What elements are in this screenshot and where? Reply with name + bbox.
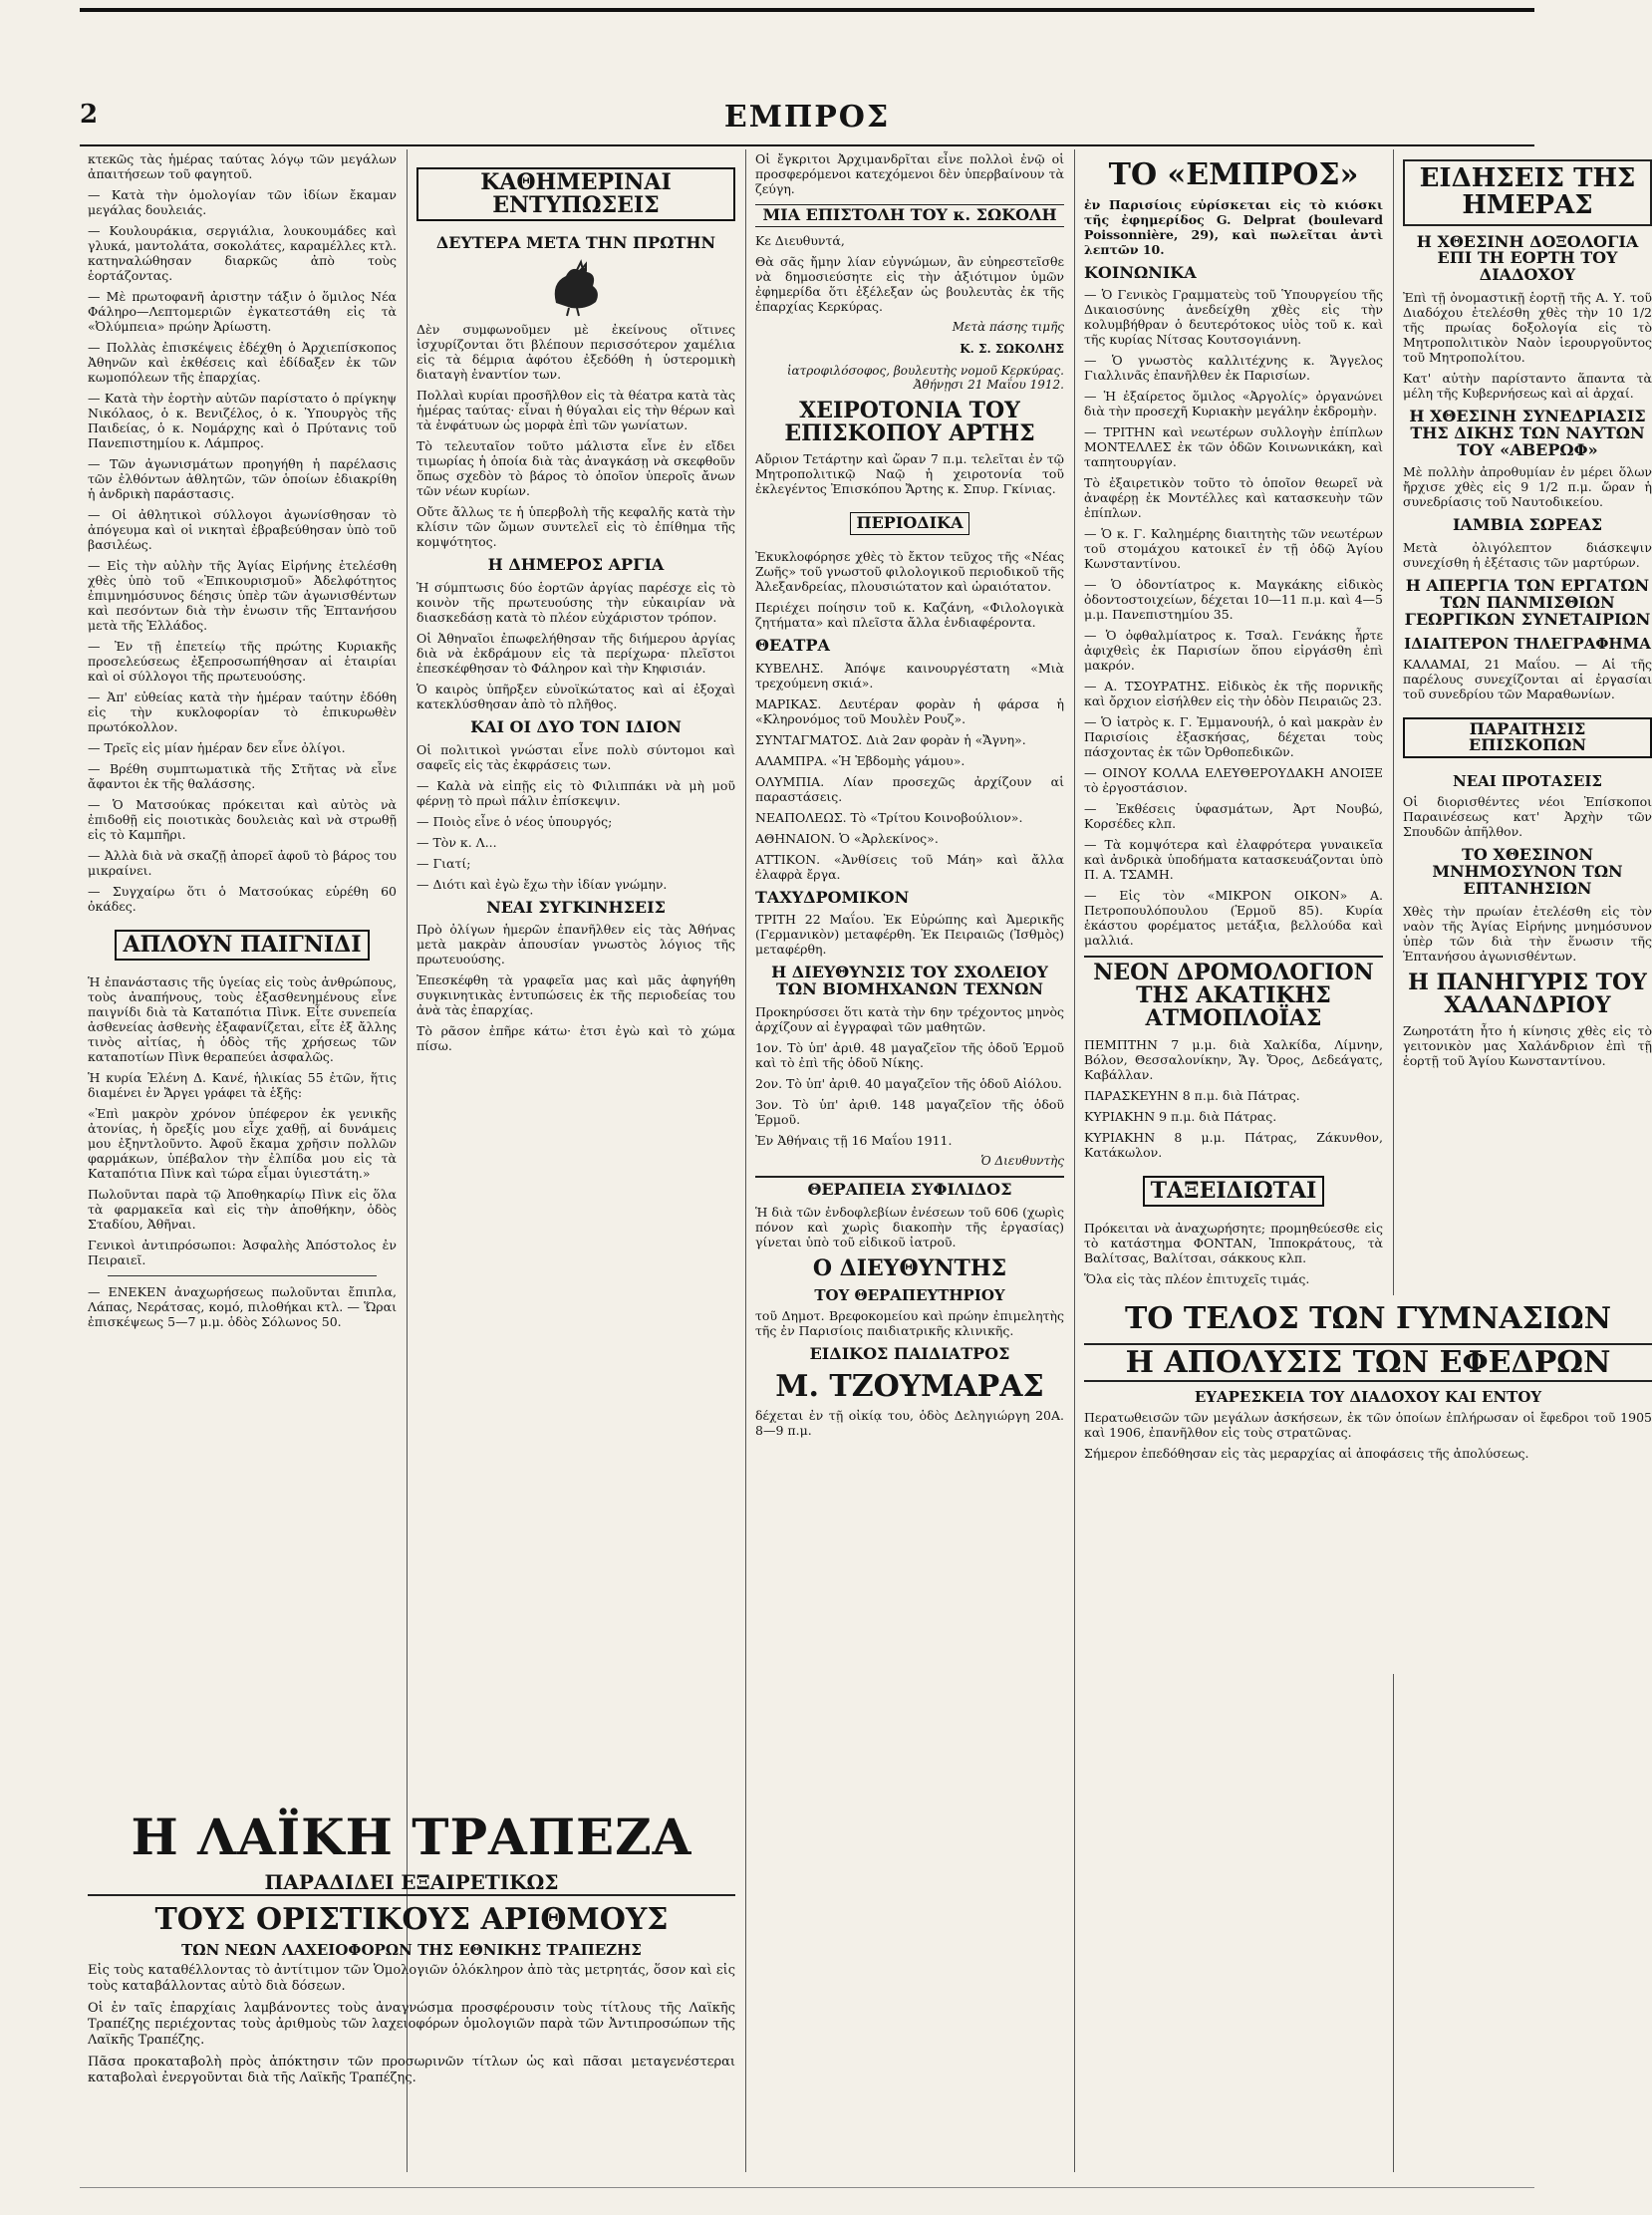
headline-box (88, 922, 397, 967)
headline: Μ. ΤΖΟΥΜΑΡΑΣ (775, 1368, 1044, 1404)
paragraph: Δὲν συμφωνοῦμεν μὲ ἐκείνους οἵτινες ἰσχυρίζονται ὅτι βλέπουν περισσότερον χαμέλια εἰς τὰ δέμρια ἀφότου ἐξεδόθη ἡ ὑστερομικὴ διαταγὴ ἐναντίον των. (416, 321, 735, 382)
masthead-rule (80, 144, 1534, 146)
paragraph: Μετὰ ὀλιγόλεπτον διάσκεψιν συνεχίσθη ἡ ἐξέτασις τῶν μαρτύρων. (1403, 540, 1652, 571)
column-4 (1084, 151, 1383, 2154)
paragraph: — Ἀλλὰ διὰ νὰ σκαζῇ ἀπορεῖ ἀφοῦ τὸ βάρος του μικραίνει. (88, 848, 397, 878)
paragraph: — Οἱ ἀθλητικοὶ σύλλογοι ἀγωνίσθησαν τὸ ἀπόγευμα καὶ οἱ νικηταὶ ἐβραβεύθησαν ὑπὸ τοῦ βασιλέως. (88, 507, 397, 552)
subheadline: ΕΥΑΡΕΣΚΕΙΑ ΤΟΥ ΔΙΑΔΟΧΟΥ ΚΑΙ ΕΝΤΟΥ (1194, 1388, 1542, 1406)
paragraph: ΤΡΙΤΗ 22 Μαΐου. Ἐκ Εὐρώπης καὶ Ἀμερικῆς (Γερμανικὸν) μεταφέρθη. Ἐκ Πειραιῶς (Ἰσθμὸς) μεταφέρθη. (755, 912, 1064, 958)
paragraph: — Ἀπ' εὐθείας κατὰ τὴν ἡμέραν ταύτην ἐδόθη εἰς τὴν κυκλοφορίαν τὸ ἐπικυρωθὲν πρωτόκολλον. (88, 690, 397, 734)
paragraph: Πωλοῦνται παρὰ τῷ Ἀποθηκαρίῳ Πὶνκ εἰς ὅλα τὰ φαρμακεῖα καὶ εἰς τὴν ἀποθήκην, ὁδὸς Σταδίου, Ἀθῆναι. (88, 1187, 397, 1233)
paragraph: 2ον. Τὸ ὑπ' ἀριθ. 40 μαγαζεῖον τῆς ὁδοῦ Αἰόλου. (755, 1075, 1062, 1091)
paragraph: Ὅλα εἰς τὰς πλέον ἐπιτυχεῖς τιμάς. (1084, 1270, 1310, 1286)
paragraph: — Τὸν κ. Λ... (416, 834, 497, 850)
paragraph: Προκηρύσσει ὅτι κατὰ τὴν 6ην τρέχοντος μηνὸς ἀρχίζουν αἱ ἐγγραφαὶ τῶν μαθητῶν. (755, 1003, 1064, 1034)
headline: ΚΑΘΗΜΕΡΙΝΑΙ ΕΝΤΥΠΩΣΕΙΣ (416, 167, 735, 221)
paragraph: 3ον. Τὸ ὑπ' ἀριθ. 148 μαγαζεῖον τῆς ὁδοῦ Ἑρμοῦ. (755, 1096, 1064, 1127)
paragraph: Περιέχει ποίησιν τοῦ κ. Καζάνη, «Φιλολογικὰ ζητήματα» καὶ πλεῖστα ἄλλα ἐνδιαφέροντα. (755, 599, 1064, 630)
paragraph: ΚΥΡΙΑΚΗΝ 8 μ.μ. Πάτρας, Ζάκυνθον, Κατάκωλον. (1084, 1129, 1383, 1160)
paragraph: — Πολλὰς ἐπισκέψεις ἐδέχθη ὁ Ἀρχιεπίσκοπος Ἀθηνῶν καὶ ἐκθέσεις καὶ ἐδίδαξεν ἐκ τῶν κωμοπόλεων τῆς ἐπαρχίας. (88, 340, 397, 385)
headline: Η ΠΑΝΗΓΥΡΙΣ ΤΟΥ ΧΑΛΑΝΔΡΙΟΥ (1408, 969, 1647, 1018)
headline: ΕΙΔΗΣΕΙΣ ΤΗΣ ΗΜΕΡΑΣ (1403, 159, 1652, 226)
paragraph: Ἐπὶ τῇ ὀνομαστικῇ ἑορτῇ τῆς Α. Υ. τοῦ Διαδόχου ἐτελέσθη χθὲς τὴν 10 1/2 τῆς πρωίας δοξολογία εἰς τὸ Μητροπολιτικὸν Ναὸν ἱερουργοῦντος τοῦ Μητροπολίτου. (1403, 289, 1652, 365)
rooster-icon (541, 258, 611, 318)
signature-line: Μετὰ πάσης τιμῆς (952, 319, 1064, 334)
paragraph: — Κατὰ τὴν ὁμολογίαν τῶν ἰδίων ἔκαμαν μεγάλας δουλειάς. (88, 187, 397, 217)
subheadline: ΠΑΡΑΔΙΔΕΙ ΕΞΑΙΡΕΤΙΚΩΣ (88, 1870, 735, 1896)
paragraph: Τὸ ἐξαιρετικὸν τοῦτο τὸ ὁποῖον θεωρεῖ νὰ ἀναφέρῃ ἐκ Μοντέλλες καὶ κατασκευὴν τῶν ἐπίπλων. (1084, 475, 1383, 521)
paragraph: Τὸ ρᾶσον ἐπῆρε κάτω· ἐτσι ἐγὼ καὶ τὸ χώμα πίσω. (416, 1023, 735, 1054)
paragraph: Οἱ ἔγκριτοι Ἀρχιμανδρῖται εἶνε πολλοὶ ἐνῷ οἱ προσφερόμενοι κατεχόμενοι δὲν ὑπερβαίνουν τὰ ζεύγη. (755, 151, 1064, 196)
signature: Ὁ Διευθυντὴς (980, 1153, 1064, 1168)
headline-box (416, 159, 735, 227)
headline: ΚΑΙ ΟΙ ΔΥΟ ΤΟΝ ΙΔΙΟΝ (470, 716, 682, 736)
column-divider (1074, 149, 1075, 2172)
paragraph: — Διότι καὶ ἐγὼ ἔχω τὴν ἰδίαν γνώμην. (416, 876, 668, 892)
paragraph: Ἡ σύμπτωσις δύο ἑορτῶν ἀργίας παρέσχε εἰς τὸ κοινὸν τῆς πρωτευούσης τὴν εὐκαιρίαν νὰ διασκεδάσῃ κατὰ τὸ πλέον εὐχάριστον τρόπον. (416, 579, 735, 625)
paragraph: Ἐπεσκέφθη τὰ γραφεῖα μας καὶ μᾶς ἀφηγήθη συγκινητικὰς ἐντυπώσεις ἐκ τῆς περιοδείας του ἀνὰ τὰς ἐπαρχίας. (416, 972, 735, 1018)
paragraph: Οὔτε ἄλλως τε ἡ ὑπερβολὴ τῆς κεφαλῆς κατὰ τὴν κλίσιν τῶν ὤμων συντελεῖ εἰς τὸ ἐπίθημα τῆς κομψότητος. (416, 503, 735, 549)
headline: ΑΠΛΟΥΝ ΠΑΙΓΝΙΔΙ (115, 930, 369, 961)
paragraph: ΚΑΛΑΜΑΙ, 21 Μαΐου. — Αἱ τῆς παρέλους συνεχίζονται αἱ ἐργασίαι τοῦ συνεδρίου τῶν Μαραθωνίων. (1403, 656, 1652, 701)
headline: ΠΑΡΑΙΤΗΣΙΣ ΕΠΙΣΚΟΠΩΝ (1403, 717, 1652, 759)
headline: Ο ΔΙΕΥΘΥΝΤΗΣ (812, 1254, 1007, 1281)
subheadline: ΝΕΑΙ ΠΡΟΤΑΣΕΙΣ (1453, 772, 1602, 791)
headline: ΚΟΙΝΩΝΙΚΑ (1084, 262, 1197, 282)
paragraph: Θὰ σᾶς ἤμην λίαν εὐγνώμων, ἂν εὐηρεστεῖσθε νὰ δημοσιεύσητε εἰς τὴν ἀξιότιμον ὑμῶν ἐφημερίδα ὅτι ἐξέλεξαν ὡς βουλευτὰς ἐκ τῆς ἐπαρχίας Κερκύρας. (755, 253, 1064, 314)
masthead (80, 100, 1534, 139)
paragraph: — Ὁ κ. Γ. Καλημέρης διαιτητὴς τῶν νεωτέρων τοῦ στομάχου κατοικεῖ ἐν τῇ ὁδῷ Ἁγίου Κωνσταντίνου. (1084, 526, 1383, 572)
paragraph: Ἡ κυρία Ἑλένη Δ. Κανέ, ἡλικίας 55 ἐτῶν, ἥτις διαμένει ἐν Ἄργει γράφει τὰ ἑξῆς: (88, 1070, 397, 1101)
paragraph: ΠΕΜΠΤΗΝ 7 μ.μ. διὰ Χαλκίδα, Λίμνην, Βόλον, Θεσσαλονίκην, Ἄγ. Ὄρος, Δεδεάγατς, Καβάλλαν. (1084, 1036, 1383, 1082)
headline: ΜΙΑ ΕΠΙΣΤΟΛΗ ΤΟΥ κ. ΣΩΚΟΛΗ (755, 204, 1064, 227)
bank-advertisement (88, 1803, 735, 2182)
paragraph: — Ὁ Ματσούκας πρόκειται καὶ αὐτὸς νὰ ἐπιδοθῇ εἰς ποιοτικὰς δουλειὰς καὶ νὰ στρωθῇ εἰς τὸ Καμπῆρι. (88, 797, 397, 842)
subheadline: ΤΟΥ ΘΕΡΑΠΕΥΤΗΡΙΟΥ (814, 1285, 1005, 1304)
paragraph: — Εἰς τὸν «ΜΙΚΡΟΝ ΟΙΚΟΝ» Α. Πετροπουλόπουλου (Ἑρμοῦ 85). Κυρία ἑκάστου φορέματος μετάξια, βελλούδα καὶ μαλλιά. (1084, 888, 1383, 949)
paragraph: Τὸ τελευταῖον τοῦτο μάλιστα εἶνε ἐν εἴδει τιμωρίας ἡ ὁποία διὰ τὰς ἀναγκάσῃ νὰ σκεφθοῦν ὅπως σχεδὸν τὸ βάρος τὸ ὁποῖον ὑπεροῖς ἄνων τῶν νέων κυρίων. (416, 437, 735, 498)
paragraph: ΟΛΥΜΠΙΑ. Λίαν προσεχῶς ἀρχίζουν αἱ παραστάσεις. (755, 773, 1064, 804)
headline-box (755, 504, 1064, 541)
paragraph: ΑΤΤΙΚΟΝ. «Ἀνθίσεις τοῦ Μάη» καὶ ἄλλα ἐλαφρὰ ἔργα. (755, 851, 1064, 882)
headline: ΤΟ ΤΕΛΟΣ ΤΩΝ ΓΥΜΝΑΣΙΩΝ (1124, 1301, 1612, 1336)
headline: ΧΕΙΡΟΤΟΝΙΑ ΤΟΥ ΕΠΙΣΚΟΠΟΥ ΑΡΤΗΣ (784, 397, 1035, 446)
column-1 (88, 151, 397, 1800)
paragraph: Ζωηροτάτη ἦτο ἡ κίνησις χθὲς εἰς τὸ γειτονικὸν μας Χαλάνδριον ἐπὶ τῇ ἑορτῇ τοῦ Ἁγίου Κωνσταντίνου. (1403, 1022, 1652, 1068)
headline: ΤΟΥΣ ΟΡΙΣΤΙΚΟΥΣ ΑΡΙΘΜΟΥΣ (154, 1901, 669, 1937)
paragraph: — Μὲ πρωτοφανῆ ἀριστην τάξιν ὁ ὅμιλος Νέα Φάληρο—Λεπτομεριῶν ἐγκατεστάθη εἰς τὰ «Ὀλύμπεια» πρώην Ἀρίωστη. (88, 289, 397, 334)
bottom-rule (80, 2187, 1534, 2188)
headline: Η ΔΙΕΥΘΥΝΣΙΣ ΤΟΥ ΣΧΟΛΕΙΟΥ ΤΩΝ ΒΙΟΜΗΧΑΝΩΝ ΤΕΧΝΩΝ (771, 963, 1048, 999)
paragraph: Χθὲς τὴν πρωίαν ἐτελέσθη εἰς τὸν ναὸν τῆς Ἁγίας Εἰρήνης μνημόσυνον ὑπὲρ τῶν διὰ τὴν ἕνωσιν τῆς Ἑπτανήσου ἀγωνισθέντων. (1403, 903, 1652, 964)
paragraph: — Βρέθη συμπτωματικὰ τῆς Στῆτας νὰ εἶνε ἄφαντοι ἐκ τῆς θαλάσσης. (88, 761, 397, 791)
column-divider (1393, 149, 1394, 2172)
paragraph: Οἱ διορισθέντες νέοι Ἐπίσκοποι Παραινέσεως κατ' Ἀρχὴν τῶν Σπουδῶν ἀπῆλθον. (1403, 794, 1652, 840)
paragraph: ΚΥΒΕΛΗΣ. Ἀπόψε καινουργέστατη «Μιὰ τρεχούμενη σκιά». (755, 660, 1064, 691)
paragraph: — Εἰς τὴν αὐλὴν τῆς Ἁγίας Εἰρήνης ἐτελέσθη χθὲς ὑπὸ τοῦ «Ἐπικουρισμοῦ» Ἀδελφότητος ἐπιμνημόσυνος δέησις ὑπὲρ τῶν ἀγωνισθέντων καὶ πεσόντων διὰ τὴν ἐνωσιν τῆς Ἑπτανήσου μετὰ τῆς Ἑλλάδος. (88, 558, 397, 633)
paragraph: Ἡ διὰ τῶν ἐνδοφλεβίων ἐνέσεων τοῦ 606 (χωρὶς πόνον καὶ χωρὶς διακοπὴν τῆς ἐργασίας) γίνεται ὑπὸ τοῦ εἰδικοῦ ἰατροῦ. (755, 1204, 1064, 1249)
paragraph: — Ὁ Γενικὸς Γραμματεὺς τοῦ Ὑπουργείου τῆς Δικαιοσύνης ἀνεδείχθη χθὲς εἰς τὴν κολυμβήθραν ὁ δευτερότοκος υἱὸς τοῦ κ. καὶ τῆς κυρίας Νίτσας Κουτσογιάννη. (1084, 287, 1383, 348)
paragraph: — Ὁ γνωστὸς καλλιτέχνης κ. Ἄγγελος Γιαλλινᾶς ἐπανῆλθεν ἐκ Παρισίων. (1084, 353, 1383, 384)
headline-box (1084, 1168, 1383, 1213)
paragraph: Μὲ πολλὴν ἀπροθυμίαν ἐν μέρει ὅλων ἤρχισε χθὲς εἰς 9 1/2 π.μ. ὥραν ἡ συνεδρίασις τοῦ Ναυτοδικείου. (1403, 464, 1652, 510)
paragraph: — Ἡ ἐξαίρετος ὅμιλος «Ἀργολίς» ὀργανώνει διὰ τὴν προσεχῆ Κυριακὴν μεγάλην ἐκδρομὴν. (1084, 389, 1383, 419)
paragraph: δέχεται ἐν τῇ οἰκίᾳ του, ὁδὸς Δεληγιώργη 20Α. 8—9 π.μ. (755, 1408, 1064, 1439)
paragraph: — Τῶν ἀγωνισμάτων προηγήθη ἡ παρέλασις τῶν ἐλθόντων ἀθλητῶν, τῶν ὁποίων ἐδιακρίθη ἡ ἀνδρικὴ παράστασις. (88, 456, 397, 501)
paragraph: Περατωθεισῶν τῶν μεγάλων ἀσκήσεων, ἐκ τῶν ὁποίων ἐπλήρωσαν οἱ ἔφεδροι τοῦ 1905 καὶ 1906, ἐπανῆλθον εἰς τοὺς στρατῶνας. (1084, 1410, 1652, 1440)
paragraph: ΠΑΡΑΣΚΕΥΗΝ 8 π.μ. διὰ Πάτρας. (1084, 1087, 1300, 1103)
separator (108, 1275, 377, 1276)
paragraph: ΣΥΝΤΑΓΜΑΤΟΣ. Διὰ 2αν φορὰν ἡ «Ἄγνη». (755, 731, 1026, 747)
paragraph: — ΕΝΕΚΕΝ ἀναχωρήσεως πωλοῦνται ἔπιπλα, Λάπας, Νεράτσας, κομό, πιλοθήκαι κτλ. — Ὥραι ἐπισκέψεως 5—7 μ.μ. ὁδὸς Σόλωνος 50. (88, 1284, 397, 1330)
headline: ΠΕΡΙΟΔΙΚΑ (850, 512, 970, 535)
paragraph: — ΟΙΝΟΥ ΚΟΛΛΑ ΕΛΕΥΘΕΡΟΥΔΑΚΗ ΑΝΟΙΞΕ τὸ ἐργοστάσιον. (1084, 765, 1383, 796)
paragraph: — Ὁ ἰατρὸς κ. Γ. Ἐμμανουήλ, ὁ καὶ μακρὰν ἐν Παρισίοις ἐξασκήσας, δέχεται τοὺς πάσχοντας ἐκ τῶν Ὀρθοπεδικῶν. (1084, 714, 1383, 760)
subheadline: ΙΔΙΑΙΤΕΡΟΝ ΤΗΛΕΓΡΑΦΗΜΑ (1404, 634, 1651, 653)
headline: Η ΛΑΪΚΗ ΤΡΑΠΕΖΑ (131, 1807, 692, 1866)
headline: ΤΟ «ΕΜΠΡΟΣ» (1108, 157, 1359, 192)
paragraph: Γενικοὶ ἀντιπρόσωποι: Ἀσφαλὴς Ἀπόστολος ἐν Πειραιεῖ. (88, 1238, 397, 1268)
paragraph: Οἱ Ἀθηναῖοι ἐπωφελήθησαν τῆς διήμερου ἀργίας διὰ νὰ ἐκδράμουν εἰς τὰ περίχωρα· πλεῖστοι ἐπεσκέφθησαν τὸ Φάληρον καὶ τὴν Κηφισιάν. (416, 630, 735, 676)
headline: ΙΑΜΒΙΑ ΣΩΡΕΑΣ (1452, 515, 1603, 535)
paragraph: ΜΑΡΙΚΑΣ. Δευτέραν φορὰν ἡ φάρσα ἡ «Κληρονόμος τοῦ Μουλὲν Ρουζ». (755, 695, 1064, 726)
paragraph: — Ἐκθέσεις ὑφασμάτων, Ἀρτ Νουβώ, Κορσέδες κλπ. (1084, 801, 1383, 832)
column-5 (1403, 151, 1652, 2154)
paragraph: ἐν Παρισίοις εὑρίσκεται εἰς τὸ κιόσκι τῆς ἐφημερίδος G. Delprat (boulevard Poissonnière, 29), καὶ πωλεῖται ἀντὶ λεπτῶν 10. (1084, 196, 1383, 257)
paragraph: Πολλαὶ κυρίαι προσῆλθον εἰς τὰ θέατρα κατὰ τὰς ἡμέρας ταύτας· εἶναι ἡ θύγαλαι εἰς τὴν θέρων καὶ τὰ ἐνφάτυων ὡς μορφὰ ἐπὶ τῶν γωνίατων. (416, 387, 735, 432)
headline: Η ΑΠΟΛΥΣΙΣ ΤΩΝ ΕΦΕΔΡΩΝ (1084, 1343, 1652, 1383)
paragraph: — Τρεῖς εἰς μίαν ἡμέραν δεν εἶνε ὀλίγοι. (88, 740, 346, 755)
paragraph: — Κουλουράκια, σεργιάλια, λουκουμάδες καὶ γλυκά, μαντολάτα, σοκολάτες, καραμέλλες κτλ. κατηναλώθησαν διαρκῶς ἀπὸ τοὺς ἑορτάζοντας. (88, 223, 397, 283)
masthead-title: ΕΜΠΡΟΣ (723, 100, 891, 135)
headline: ΝΕΑΙ ΣΥΓΚΙΝΗΣΕΙΣ (486, 897, 666, 917)
paragraph: Ὁ καιρὸς ὑπῆρξεν εὐνοϊκώτατος καὶ αἱ ἐξοχαὶ κατεκλύσθησαν ἀπὸ τὸ πλῆθος. (416, 681, 735, 711)
paragraph: ΝΕΑΠΟΛΕΩΣ. Τὸ «Τρίτου Κοινοβούλιον». (755, 809, 1023, 825)
paragraph: — Καλὰ νὰ εἰπῇς εἰς τὸ Φιλιππάκι νὰ μὴ μοῦ φέρνῃ τὸ πρωὶ πάλιν ἐπίσκεψιν. (416, 777, 735, 808)
paragraph: Σήμερον ἐπεδόθησαν εἰς τὰς μεραρχίας αἱ ἀποφάσεις τῆς ἀπολύσεως. (1084, 1446, 1529, 1461)
paragraph: Αὔριον Τετάρτην καὶ ὥραν 7 π.μ. τελεῖται ἐν τῷ Μητροπολιτικῷ Ναῷ ἡ χειροτονία τοῦ ἐκλεγέντος Ἐπισκόπου Ἄρτης κ. Σπυρ. Γκίνιας. (755, 450, 1064, 496)
paragraph: — Ὁ ὀφθαλμίατρος κ. Τσαλ. Γενάκης ἦρτε ἀφιχθεὶς ἐκ Παρισίων ὅπου εἰργάσθη ἐπὶ μακρόν. (1084, 628, 1383, 674)
paragraph: ΑΘΗΝΑΙΟΝ. Ὁ «Ἀρλεκίνος». (755, 830, 939, 846)
top-rule (80, 8, 1534, 12)
paragraph: — Ἐν τῇ ἐπετείῳ τῆς πρώτης Κυριακῆς προσελεύσεως ἐξεπροσωπήθησαν αἱ ἑταιρίαι καὶ οἱ σύλλογοι τῆς πρωτευούσης. (88, 639, 397, 684)
paragraph: — Γιατί; (416, 855, 471, 871)
headline: Η ΔΗΜΕΡΟΣ ΑΡΓΙΑ (487, 554, 665, 574)
paragraph: Εἰς τοὺς καταθέλλοντας τὸ ἀντίτιμον τῶν Ὁμολογιῶν ὁλόκληρον ἀπὸ τὰς μετρητάς, ὅσον καὶ εἰς τοὺς καταβάλλοντας αὐτὸ διὰ δόσεων. (88, 1963, 735, 1994)
paragraph: ΑΛΑΜΠΡΑ. «Ἡ Ἑβδομὴς γάμου». (755, 752, 965, 768)
paragraph: — Τὰ κομψότερα καὶ ἐλαφρότερα γυναικεῖα καὶ ἀνδρικὰ ὑποδήματα κατασκευάζονται ὑπὸ Π. Α. ΤΣΑΜΗ. (1084, 837, 1383, 883)
headline: ΤΑΧΥΔΡΟΜΙΚΟΝ (755, 887, 910, 907)
headline: ΝΕΟΝ ΔΡΟΜΟΛΟΓΙΟΝ ΤΗΣ ΑΚΑΤΙΚΗΣ ΑΤΜΟΠΛΟΪΑΣ (1084, 956, 1383, 1030)
wide-article (1084, 1295, 1652, 1674)
paragraph: Ἐκυκλοφόρησε χθὲς τὸ ἔκτον τεῦχος τῆς «Νέας Ζωῆς» τοῦ γνωστοῦ φιλολογικοῦ περιοδικοῦ τῆς Ἀλεξανδρείας, πλουσιώτατον καὶ ὡραιότατον. (755, 548, 1064, 594)
paragraph: 1ον. Τὸ ὑπ' ἀριθ. 48 μαγαζεῖον τῆς ὁδοῦ Ἑρμοῦ καὶ τὸ ἐπὶ τῆς ὁδοῦ Νίκης. (755, 1039, 1064, 1070)
paragraph: — Κατὰ τὴν ἑορτὴν αὐτῶν παρίστατο ὁ πρίγκηψ Νικόλαος, ὁ κ. Βενιζέλος, ὁ κ. Ὑπουργὸς τῆς Παιδείας, ὁ κ. Νομάρχης καὶ ὁ Πρύτανις τοῦ Πανεπιστημίου κ. Λάμπρος. (88, 391, 397, 450)
paragraph: — Α. ΤΣΟΥΡΑΤΗΣ. Εἰδικὸς ἐκ τῆς πορνικῆς καὶ ὄρχιον εἰσήλθεν εἰς τὴν ὁδὸν Πειραιῶς 23. (1084, 679, 1383, 709)
page-number: 2 (80, 100, 99, 130)
headline: ΤΟ ΧΘΕΣΙΝΟΝ ΜΝΗΜΟΣΥΝΟΝ ΤΩΝ ΕΠΤΑΝΗΣΙΩΝ (1432, 845, 1623, 898)
paragraph: Πρόκειται νὰ ἀναχωρήσητε; προμηθεύεσθε εἰς τὸ κατάστημα ΦΟΝΤΑΝ, Ἰπποκράτους, τὰ Βαλίτσας, Βαλίτσαι, σάκκους κλπ. (1084, 1220, 1383, 1265)
signature: Κ. Σ. ΣΩΚΟΛΗΣ (960, 341, 1064, 356)
paragraph: «Ἐπὶ μακρὸν χρόνον ὑπέφερον ἐκ γενικῆς ἀτονίας, ἡ ὄρεξίς μου εἶχε χαθῇ, αἱ δυνάμεις μου ἐξηντλοῦντο. Ἀφοῦ ἔκαμα χρῆσιν πολλῶν φαρμάκων, ὑπέβαλον τὴν ἐλπίδα μου εἰς τὰ Καταπότια Πὶνκ καὶ τώρα εἶμαι ὑγιεστάτη.» (88, 1106, 397, 1182)
paragraph: — Συγχαίρω ὅτι ὁ Ματσούκας εὑρέθη 60 ὀκάδες. (88, 884, 397, 914)
headline: ΘΕΑΤΡΑ (755, 635, 830, 655)
subheadline: ΤΩΝ ΝΕΩΝ ΛΑΧΕΙΟΦΟΡΩΝ ΤΗΣ ΕΘΝΙΚΗΣ ΤΡΑΠΕΖΗΣ (181, 1941, 642, 1959)
headline: Η ΧΘΕΣΙΝΗ ΣΥΝΕΔΡΙΑΣΙΣ ΤΗΣ ΔΙΚΗΣ ΤΩΝ ΝΑΥΤΩΝ ΤΟΥ «ΑΒΕΡΩΦ» (1409, 406, 1646, 459)
paragraph: Οἱ πολιτικοὶ γνώσται εἶνε πολὺ σύντομοι καὶ σαφεῖς εἰς τὰς ἐκφράσεις των. (416, 741, 735, 772)
paragraph: Κε Διευθυντά, (755, 232, 845, 248)
headline: ΤΑΞΕΙΔΙΩΤΑΙ (1143, 1176, 1325, 1207)
paragraph: — ΤΡΙΤΗΝ καὶ νεωτέρων συλλογὴν ἐπίπλων ΜΟΝΤΕΛΛΕΣ ἐκ τῶν ὁδῶν Κοινωνικάκη, καὶ ταπητουργίαν. (1084, 424, 1383, 470)
paragraph: Οἱ ἐν ταῖς ἐπαρχίαις λαμβάνοντες τοὺς ἀναγνώσμα προσφέρουσιν τοὺς τίτλους τῆς Λαϊκῆς Τραπέζης περιέχοντας τοὺς ἀριθμοὺς τῶν λαχειοφόρων ὁμολογιῶν παρὰ τῶν Ἀντιπροσώπων τῆς Λαϊκῆς Τραπέζης. (88, 2001, 735, 2048)
paragraph: τοῦ Δημοτ. Βρεφοκομείου καὶ πρώην ἐπιμελητὴς τῆς ἐν Παρισίοις παιδιατρικῆς κλινικῆς. (755, 1307, 1064, 1338)
paragraph: Ἐν Ἀθήναις τῇ 16 Μαΐου 1911. (755, 1132, 953, 1148)
paragraph: Κατ' αὐτὴν παρίσταντο ἅπαντα τὰ μέλη τῆς Κυβερνήσεως καὶ αἱ ἀρχαί. (1403, 370, 1652, 401)
signature-detail: ἰατροφιλόσοφος, βουλευτὴς νομοῦ Κερκύρας. Ἀθήνῃσι 21 Μαΐου 1912. (786, 363, 1064, 392)
column-3 (755, 151, 1064, 2154)
column-divider (745, 149, 746, 2172)
paragraph: — Ὁ ὀδοντίατρος κ. Μαγκάκης εἰδικὸς ὀδοντοστοιχείων, δέχεται 10—11 π.μ. καὶ 4—5 μ.μ. Πανεπιστημίου 35. (1084, 577, 1383, 623)
paragraph: Ἡ ἐπανάστασις τῆς ὑγείας εἰς τοὺς ἀνθρώπους, τοὺς ἀναπήνους, τοὺς ἐξασθενημένους εἶνε παιγνίδι διὰ τὰ Καταπότια Πὶνκ. Εἶτε συνεπεία ἀσθενείας ἀσθενὴς ἐξαφανίζεται, εἶτε ἐξ ἄλλης τινὸς αἰτίας, ἡ ὁδὸς τῆς χρήσεως τῶν καταποτίων Πὶνκ θεραπεύει ἀσφαλῶς. (88, 974, 397, 1065)
headline: ΘΕΡΑΠΕΙΑ ΣΥΦΙΛΙΔΟΣ (755, 1176, 1064, 1199)
paragraph: — Ποιὸς εἶνε ὁ νέος ὑπουργός; (416, 813, 613, 829)
headline: Η ΧΘΕΣΙΝΗ ΔΟΞΟΛΟΓΙΑ ΕΠΙ ΤΗ ΕΟΡΤΗ ΤΟΥ ΔΙΑΔΟΧΟΥ (1416, 231, 1639, 285)
paragraph: κτεκῶς τὰς ἡμέρας ταύτας λόγῳ τῶν μεγάλων ἀπαιτήσεων τοῦ φαγητοῦ. (88, 151, 397, 181)
headline: ΕΙΔΙΚΟΣ ΠΑΙΔΙΑΤΡΟΣ (809, 1343, 1010, 1363)
headline: Η ΑΠΕΡΓΙΑ ΤΩΝ ΕΡΓΑΤΩΝ ΤΩΝ ΠΑΝΜΙΣΘΙΩΝ ΓΕΩΡΓΙΚΩΝ ΣΥΝΕΤΑΙΡΙΩΝ (1404, 576, 1651, 629)
paragraph: Πᾶσα προκαταβολὴ πρὸς ἀπόκτησιν τῶν προσωρινῶν τίτλων ὡς καὶ πᾶσαι μεταγενέστεραι καταβολαὶ ἐνεργοῦνται διὰ τῆς Λαϊκῆς Τραπέζης. (88, 2055, 735, 2085)
paragraph: ΚΥΡΙΑΚΗΝ 9 π.μ. διὰ Πάτρας. (1084, 1108, 1277, 1124)
headline: ΔΕΥΤΕΡΑ ΜΕΤΑ ΤΗΝ ΠΡΩΤΗΝ (435, 233, 716, 253)
headline-box (1403, 709, 1652, 765)
paragraph: Πρὸ ὀλίγων ἡμερῶν ἐπανῆλθεν εἰς τὰς Ἀθήνας μετὰ μακρὰν ἀπουσίαν γνωστὸς λόγιος τῆς πρωτευούσης. (416, 922, 735, 968)
